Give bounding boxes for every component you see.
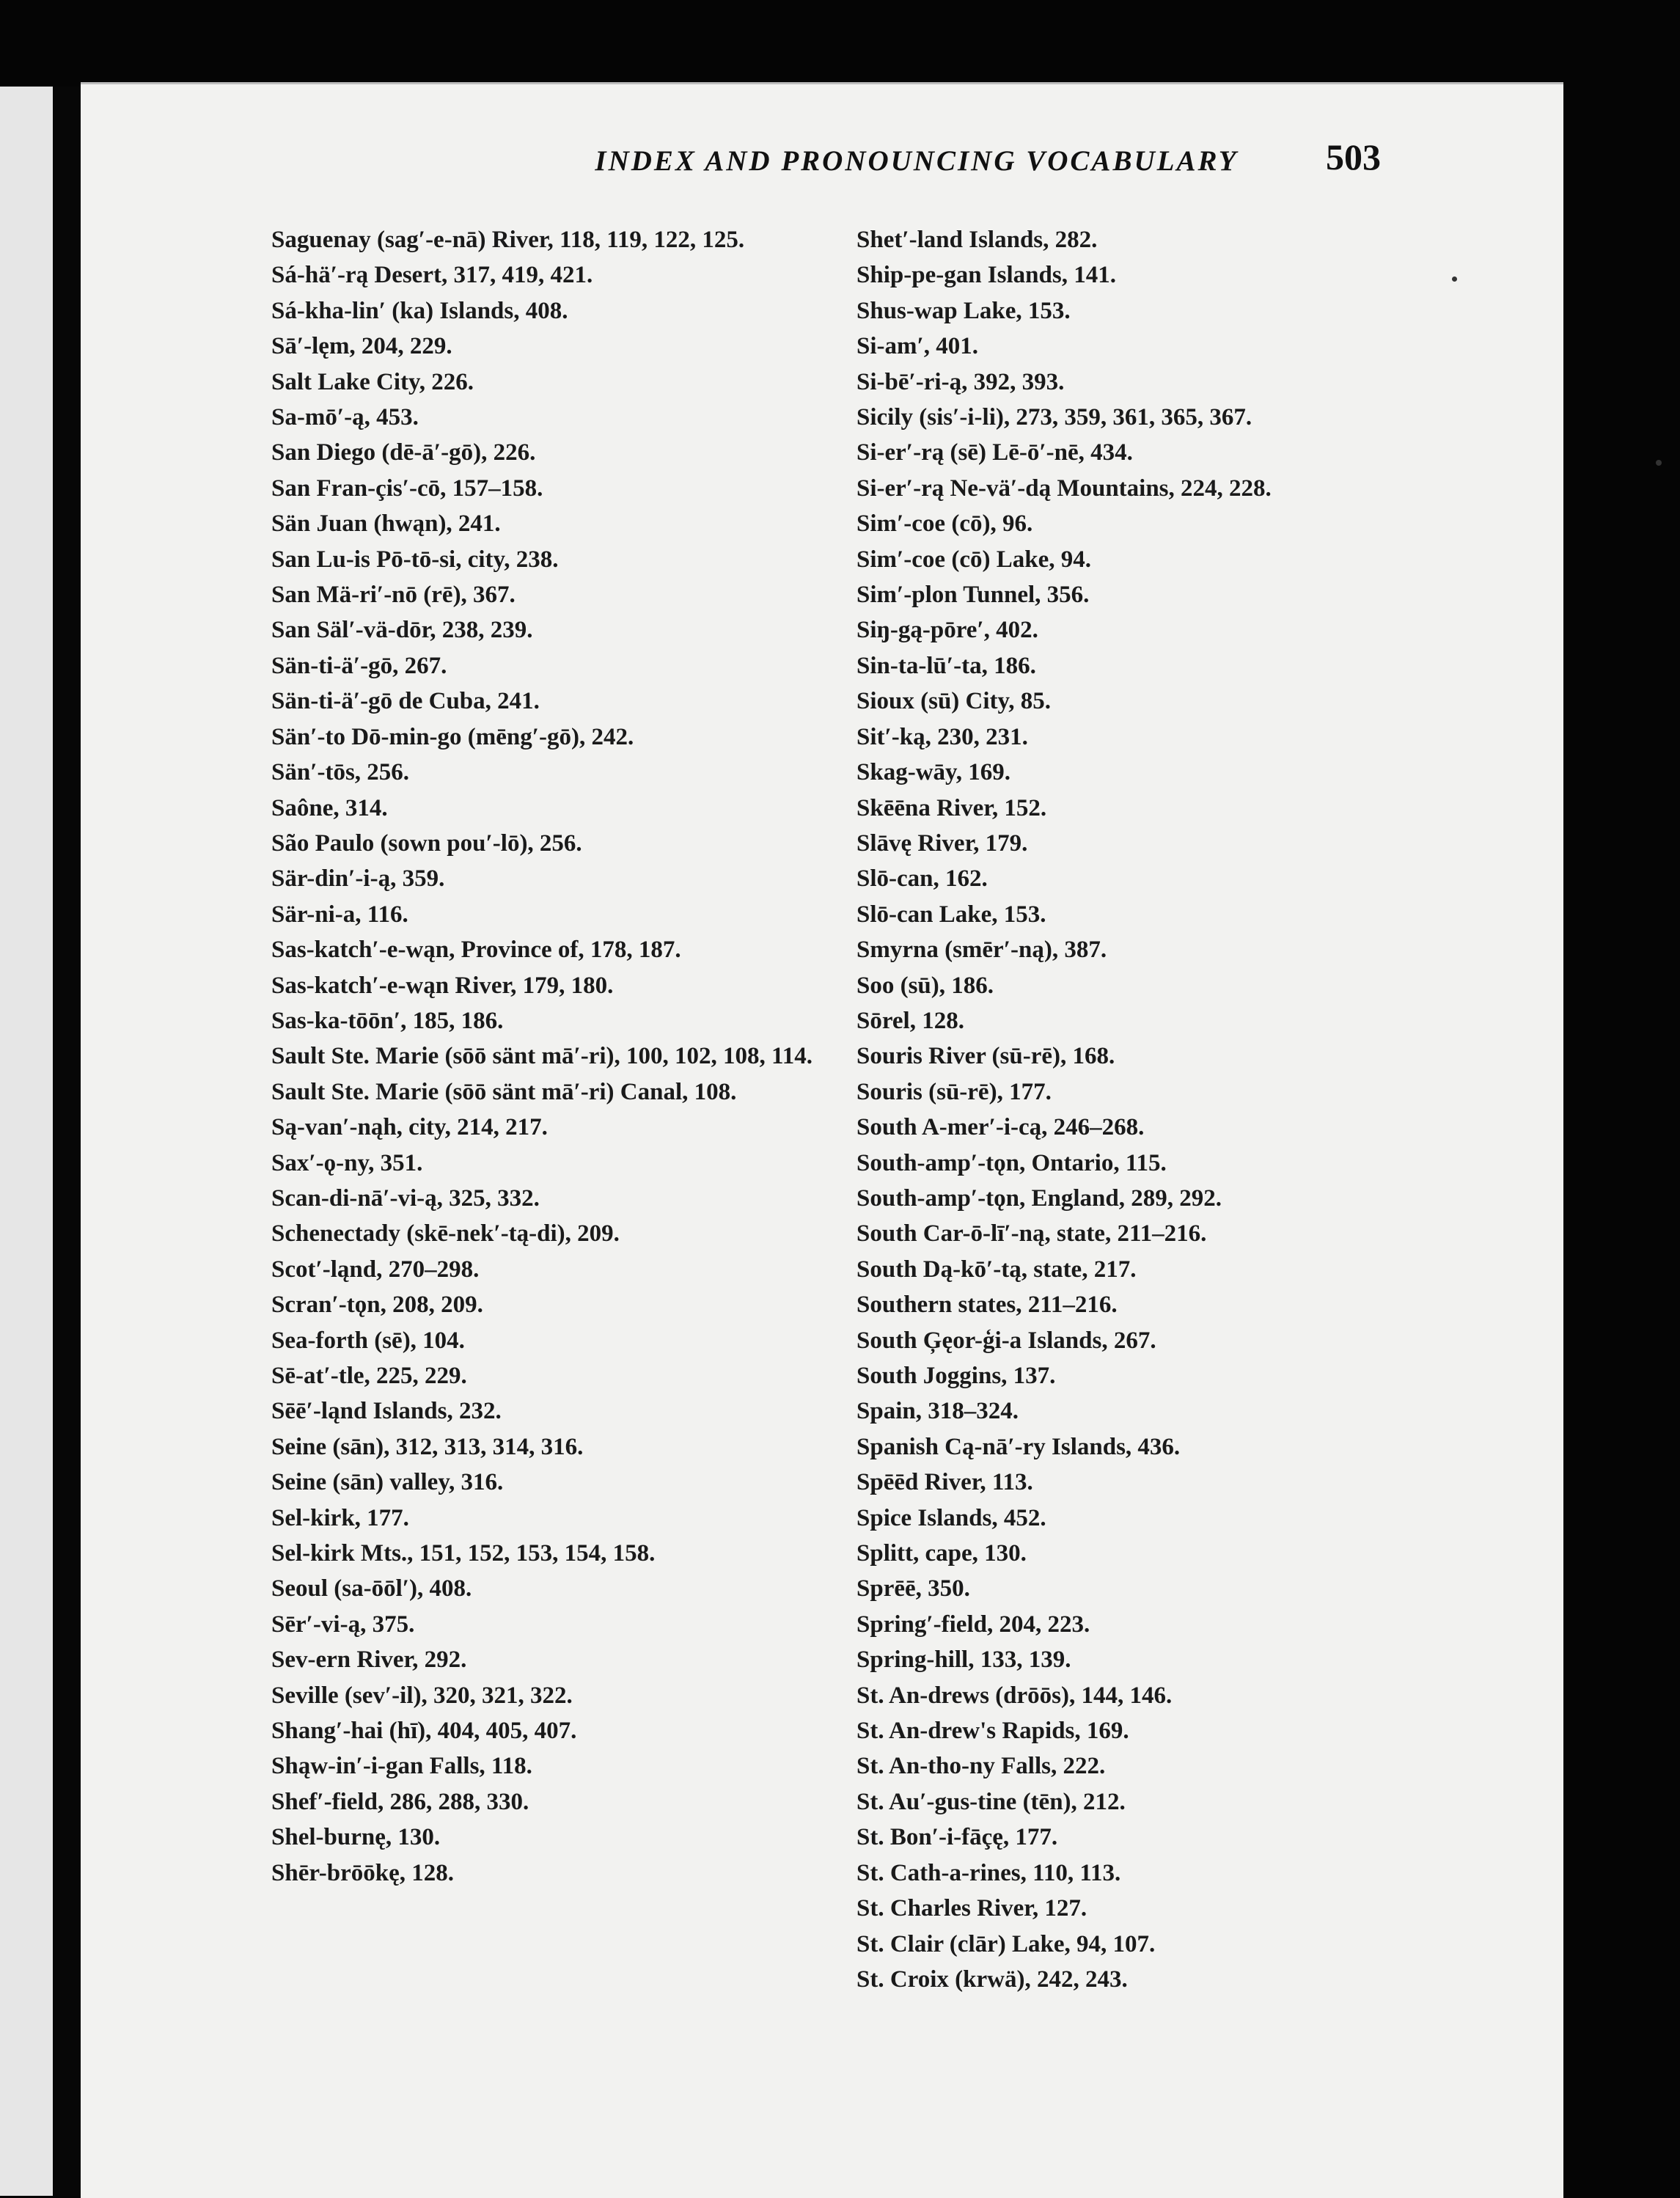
index-entry: Si-er′-rą (sē) Lē-ō′-nē, 434. (856, 439, 1133, 466)
index-entry: St. An-tho-ny Falls, 222. (856, 1753, 1106, 1780)
index-entry: Spēēd River, 113. (856, 1469, 1033, 1496)
index-entry: Seine (sān) valley, 316. (271, 1469, 504, 1496)
index-entry: Sea-forth (sē), 104. (271, 1327, 465, 1354)
index-entry: South Car-ō-lī′-ną, state, 211–216. (856, 1220, 1207, 1248)
index-entry: Sän-ti-ä′-gō de Cuba, 241. (271, 688, 540, 715)
index-entry: Spain, 318–324. (856, 1398, 1019, 1425)
index-entry: Skag-wāy, 169. (856, 759, 1010, 786)
index-entry: San Mä-ri′-nō (rē), 367. (271, 582, 516, 609)
index-entry: Shel-burnę, 130. (271, 1824, 441, 1851)
index-entry: Sa-mō′-ą, 453. (271, 404, 419, 431)
index-entry: Soo (sū), 186. (856, 972, 994, 999)
index-entry: Sault Ste. Marie (sōō sänt mā′-ri) Canal, 108. (271, 1078, 737, 1105)
index-column-left (271, 222, 917, 1891)
index-entry: South-amp′-tǫn, Ontario, 115. (856, 1149, 1167, 1176)
index-entry: Souris (sū-rē), 177. (856, 1078, 1052, 1105)
index-entry: San Lu-is Pō-tō-si, city, 238. (271, 546, 559, 573)
index-entry: Southern states, 211–216. (856, 1292, 1118, 1319)
index-entry: South Dą-kō′-tą, state, 217. (856, 1256, 1137, 1283)
index-entry: St. Au′-gus-tine (tēn), 212. (856, 1788, 1126, 1815)
index-entry: St. An-drew's Rapids, 169. (856, 1718, 1129, 1745)
index-entry: Shef′-field, 286, 288, 330. (271, 1788, 529, 1815)
index-entry: Si-er′-rą Ne-vä′-dą Mountains, 224, 228. (856, 475, 1272, 502)
index-entry: Sär-ni-a, 116. (271, 901, 408, 928)
index-entry: Sim′-coe (cō) Lake, 94. (856, 546, 1091, 573)
index-entry: South Ģęor-ģi-a Islands, 267. (856, 1327, 1156, 1354)
index-entry: Sas-ka-tōōn′, 185, 186. (271, 1007, 504, 1034)
index-entry: Saguenay (sag′-e-nā) River, 118, 119, 122, 125. (271, 227, 745, 253)
book-page (81, 82, 1563, 2198)
index-entry: San Diego (dē-ā′-gō), 226. (271, 439, 536, 466)
index-entry: Schenectady (skē-nek′-tą-di), 209. (271, 1220, 620, 1248)
index-entry: St. Cath-a-rines, 110, 113. (856, 1859, 1121, 1886)
scan-speck (1656, 460, 1662, 466)
index-entry: Sēr′-vi-ą, 375. (271, 1611, 415, 1638)
index-entry: Salt Lake City, 226. (271, 368, 474, 395)
index-entry: Seville (sev′-il), 320, 321, 322. (271, 1682, 573, 1709)
index-entry: South A-mer′-i-cą, 246–268. (856, 1114, 1145, 1141)
index-entry: Saône, 314. (271, 794, 388, 821)
index-entry: Sá-hä′-rą Desert, 317, 419, 421. (271, 262, 593, 289)
index-entry: Sit′-ką, 230, 231. (856, 723, 1028, 750)
index-entry: Sault Ste. Marie (sōō sänt mā′-ri), 100, 102, 108, 114. (271, 1043, 813, 1070)
index-entry: Scan-di-nā′-vi-ą, 325, 332. (271, 1184, 540, 1212)
index-entry: Sē-at′-tle, 225, 229. (271, 1363, 467, 1389)
index-entry: Scran′-tǫn, 208, 209. (271, 1292, 483, 1319)
index-entry: Scot′-ląnd, 270–298. (271, 1256, 480, 1283)
index-entry: St. Clair (clār) Lake, 94, 107. (856, 1930, 1156, 1957)
index-entry: Sicily (sis′-i-li), 273, 359, 361, 365, 367. (856, 404, 1252, 431)
index-entry: Splitt, cape, 130. (856, 1540, 1027, 1567)
index-entry: St. Croix (krwä), 242, 243. (856, 1966, 1128, 1993)
index-entry: Smyrna (smēr′-ną), 387. (856, 937, 1107, 964)
index-entry: South-amp′-tǫn, England, 289, 292. (856, 1184, 1222, 1212)
index-entry: Sōrel, 128. (856, 1007, 964, 1034)
index-entry: Sel-kirk, 177. (271, 1504, 409, 1531)
index-entry: Sā′-lęm, 204, 229. (271, 333, 452, 360)
index-entry: Spring-hill, 133, 139. (856, 1646, 1071, 1674)
index-entry: Seine (sān), 312, 313, 314, 316. (271, 1433, 584, 1460)
page-number: 503 (1326, 136, 1381, 177)
index-entry: Sel-kirk Mts., 151, 152, 153, 154, 158. (271, 1540, 656, 1567)
index-entry: Sioux (sū) City, 85. (856, 688, 1051, 715)
running-header-title: INDEX AND PRONOUNCING VOCABULARY (595, 145, 1239, 177)
index-entry: Sprēē, 350. (856, 1575, 970, 1602)
index-entry: Sá-kha-lin′ (ka) Islands, 408. (271, 297, 568, 324)
index-entry: Są-van′-nąh, city, 214, 217. (271, 1114, 548, 1141)
index-entry: Sän′-to Dō-min-go (mēng′-gō), 242. (271, 723, 634, 750)
index-entry: Sän Juan (hwąn), 241. (271, 510, 501, 538)
index-entry: Skēēna River, 152. (856, 794, 1047, 821)
index-entry: St. An-drews (drōōs), 144, 146. (856, 1682, 1173, 1709)
index-entry: Sax′-ǫ-ny, 351. (271, 1149, 423, 1176)
index-entry: South Joggins, 137. (856, 1363, 1056, 1389)
index-entry: Slō-can, 162. (856, 865, 988, 893)
index-entry: Sär-din′-i-ą, 359. (271, 865, 445, 893)
scan-speck (1452, 276, 1457, 282)
index-entry: Spring′-field, 204, 223. (856, 1611, 1090, 1638)
index-entry: Souris River (sū-rē), 168. (856, 1043, 1115, 1070)
index-entry: Sev-ern River, 292. (271, 1646, 467, 1674)
facing-page-edge (0, 87, 53, 2196)
index-column-right (856, 222, 1502, 1997)
index-entry: Sēē′-ląnd Islands, 232. (271, 1398, 502, 1425)
index-entry: Seoul (sa-ōōl′), 408. (271, 1575, 472, 1602)
index-entry: Spice Islands, 452. (856, 1504, 1046, 1531)
index-entry: Shēr-brōōkę, 128. (271, 1859, 455, 1886)
index-entry: Sas-katch′-e-wąn River, 179, 180. (271, 972, 614, 999)
index-entry: Siŋ-gą-pōre′, 402. (856, 617, 1038, 644)
index-entry: San Fran-çis′-cō, 157–158. (271, 475, 543, 502)
index-entry: São Paulo (sown pou′-lō), 256. (271, 829, 582, 857)
index-entry: Ship-pe-gan Islands, 141. (856, 262, 1116, 289)
index-entry: Sim′-coe (cō), 96. (856, 510, 1033, 538)
index-entry: Si-bē′-ri-ą, 392, 393. (856, 368, 1065, 395)
index-entry: Shus-wap Lake, 153. (856, 297, 1071, 324)
index-entry: Sän-ti-ä′-gō, 267. (271, 652, 447, 679)
index-entry: Sas-katch′-e-wąn, Province of, 178, 187. (271, 937, 681, 964)
index-entry: Sin-ta-lū′-ta, 186. (856, 652, 1036, 679)
index-entry: San Säl′-vä-dōr, 238, 239. (271, 617, 533, 644)
index-entry: Slō-can Lake, 153. (856, 901, 1046, 928)
index-entry: Slāvę River, 179. (856, 829, 1028, 857)
index-entry: Sim′-plon Tunnel, 356. (856, 582, 1090, 609)
index-entry: St. Charles River, 127. (856, 1895, 1087, 1922)
book-binding-gutter (53, 87, 81, 2196)
index-entry: Sän′-tōs, 256. (271, 759, 410, 786)
index-entry: St. Bon′-i-fāçę, 177. (856, 1824, 1058, 1851)
index-entry: Shet′-land Islands, 282. (856, 227, 1098, 253)
index-entry: Shąw-in′-i-gan Falls, 118. (271, 1753, 532, 1780)
index-entry: Shang′-hai (hī), 404, 405, 407. (271, 1718, 577, 1745)
index-entry: Spanish Cą-nā′-ry Islands, 436. (856, 1433, 1181, 1460)
index-entry: Si-am′, 401. (856, 333, 979, 360)
